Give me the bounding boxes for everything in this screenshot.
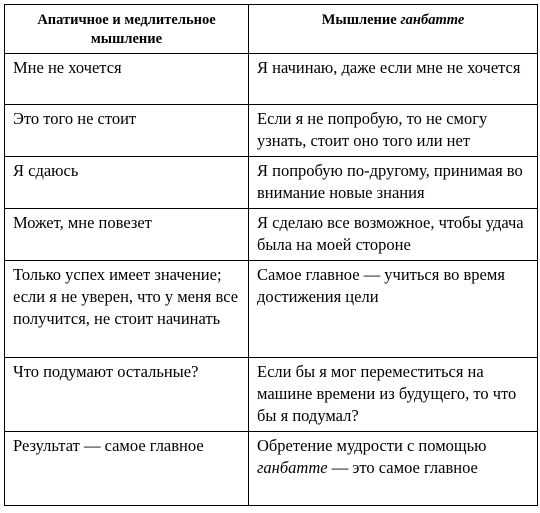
ganbatte-cell: Самое главное — учиться во время достижения цели — [249, 261, 538, 358]
ganbatte-cell: Я начинаю, даже если мне не хочется — [249, 54, 538, 105]
table-row — [5, 105, 538, 157]
header-ganbatte-thinking — [249, 5, 538, 54]
header-ganbatte-prefix: Мышление — [321, 12, 401, 28]
ganbatte-word: ганбатте — [257, 458, 328, 477]
apathetic-cell: Только успех имеет значение; если я не уверен, что у меня все получится, не стоит начинать — [5, 261, 249, 358]
ganbatte-cell — [249, 432, 538, 506]
header-ganbatte-word: ганбатте — [400, 12, 465, 28]
table-row — [5, 358, 538, 432]
ganbatte-text-part2: — это самое главное — [327, 458, 478, 477]
apathetic-cell: Я сдаюсь — [5, 157, 249, 209]
apathetic-cell: Это того не стоит — [5, 105, 249, 157]
ganbatte-text-part1: Обретение мудрости с помощью — [257, 436, 487, 455]
ganbatte-cell: Я сделаю все возможное, чтобы удача была на моей стороне — [249, 209, 538, 261]
table-header-row — [5, 5, 538, 54]
table-row — [5, 261, 538, 358]
apathetic-cell: Что подумают остальные? — [5, 358, 249, 432]
ganbatte-cell: Если я не попробую, то не смогу узнать, стоит оно того или нет — [249, 105, 538, 157]
comparison-table — [4, 4, 538, 506]
header-apathetic-thinking: Апатичное и медлительное мышление — [5, 5, 249, 54]
apathetic-cell: Мне не хочется — [5, 54, 249, 105]
table-row — [5, 209, 538, 261]
ganbatte-cell: Я попробую по-другому, принимая во внимание новые знания — [249, 157, 538, 209]
apathetic-cell: Результат — самое главное — [5, 432, 249, 506]
table-row — [5, 54, 538, 105]
table-row — [5, 432, 538, 506]
apathetic-cell: Может, мне повезет — [5, 209, 249, 261]
ganbatte-cell: Если бы я мог переместиться на машине времени из будущего, то что бы я подумал? — [249, 358, 538, 432]
table-row — [5, 157, 538, 209]
